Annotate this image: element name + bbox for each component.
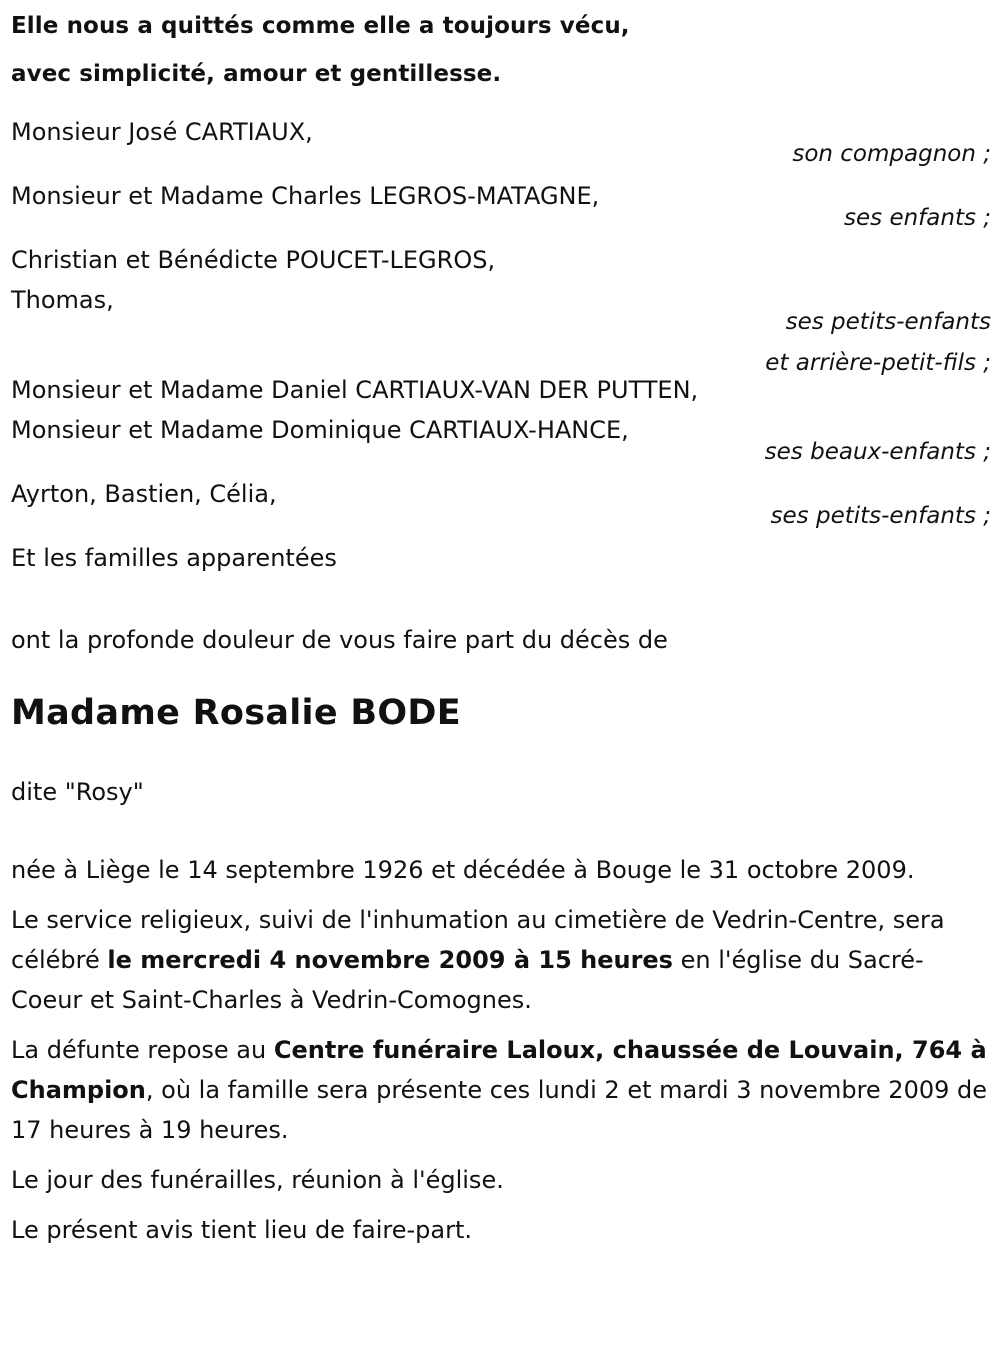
service-text: Le service religieux, suivi de l'inhumation au cimetière de Vedrin-Centre, sera célébré <box>11 906 945 974</box>
family-relation: ses enfants ; <box>844 205 991 231</box>
announcement-text: ont la profonde douleur de vous faire part du décès de <box>11 626 668 654</box>
family-group <box>11 370 991 474</box>
family-group <box>11 538 991 578</box>
viewing-text: La défunte repose au <box>11 1036 274 1064</box>
nickname: dite "Rosy" <box>11 778 144 806</box>
family-group <box>11 240 991 384</box>
birth-death-text: née à Liège le 14 septembre 1926 et décédée à Bouge le 31 octobre 2009. <box>11 856 915 884</box>
family-list <box>11 112 991 578</box>
family-name: Monsieur et Madame Daniel CARTIAUX-VAN DER PUTTEN, <box>11 376 699 404</box>
notice-text: Le présent avis tient lieu de faire-part. <box>11 1216 473 1244</box>
epigraph <box>11 2 991 98</box>
family-name: Monsieur et Madame Charles LEGROS-MATAGNE, <box>11 182 600 210</box>
funeral-day-text: Le jour des funérailles, réunion à l'église. <box>11 1166 504 1194</box>
epigraph-line-1: Elle nous a quittés comme elle a toujours vécu, <box>11 13 630 39</box>
family-relation: ses beaux-enfants ; <box>764 439 991 465</box>
family-relation-line: ses petits-enfants <box>785 309 991 335</box>
family-relation: son compagnon ; <box>792 141 991 167</box>
family-name: Christian et Bénédicte POUCET-LEGROS, <box>11 246 496 274</box>
viewing-paragraph <box>11 1030 991 1150</box>
deceased-name: Madame Rosalie BODE <box>11 693 461 733</box>
family-name: Et les familles apparentées <box>11 544 337 572</box>
family-group <box>11 474 991 538</box>
family-relation: ses petits-enfants ; <box>770 503 991 529</box>
family-name: Thomas, <box>11 286 114 314</box>
service-paragraph <box>11 900 991 1020</box>
epigraph-line-2: avec simplicité, amour et gentillesse. <box>11 61 502 87</box>
family-name: Monsieur et Madame Dominique CARTIAUX-HANCE, <box>11 416 629 444</box>
family-group <box>11 112 991 176</box>
viewing-schedule: , où la famille sera présente ces lundi 2 et mardi 3 novembre 2009 de 17 heures à 19 heures. <box>11 1076 988 1144</box>
family-group <box>11 176 991 240</box>
family-name: Ayrton, Bastien, Célia, <box>11 480 277 508</box>
viewing-location: Centre funéraire Laloux, chaussée de Louvain, 764 à Champion <box>11 1036 987 1104</box>
family-relation-line: et arrière-petit-fils ; <box>765 350 991 376</box>
family-name: Monsieur José CARTIAUX, <box>11 118 313 146</box>
service-date: le mercredi 4 novembre 2009 à 15 heures <box>107 946 673 974</box>
service-location: en l'église du Sacré-Coeur et Saint-Charles à Vedrin-Comognes. <box>11 946 924 1014</box>
obituary-notice <box>11 0 991 1250</box>
